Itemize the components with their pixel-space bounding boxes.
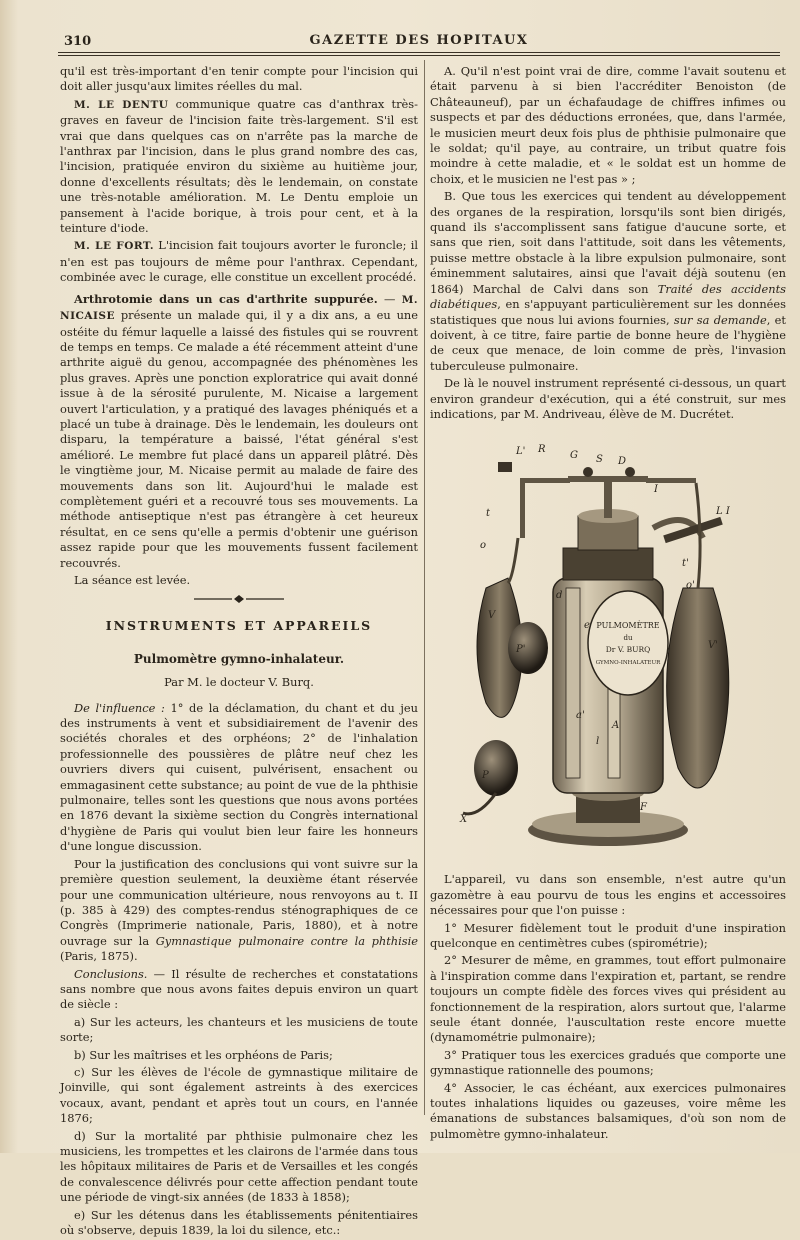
section-title: INSTRUMENTS ET APPAREILS bbox=[105, 618, 373, 634]
paragraph-text: B. Que tous les exercices qui tendent au développement des organes de la respiration, lorsqu'ils sont bien dirigés, quand ils s'accomplissent sans fatigue d'aucune sorte, et sans que rien, soit dans l'attitude, soit dans les vêtements, puisse mettre obstacle à la libre expulsion pulmonaire, sont éminemment salutaires, ainsi que l'avait déjà soutenu (en 1864) Marchal de Calvi dans son bbox=[430, 189, 786, 296]
paragraph-text: communique quatre cas d'anthrax très-graves en faveur de l'incision faite très-largement. S'il est vrai que dans quelques cas on n'arrête pas la marche de l'anthrax par l'incision, dans le plus grand nombre des cas, l'incision, pratiquée environ du sixième au huitième jour, donne d'excellents résultats; dès le lendemain, on constate une très-notable amélioration. M. Le Dentu emploie un pansement à l'acide borique, à trois pour cent, et à la teinture d'iode. bbox=[60, 96, 418, 236]
list-item: a) Sur les acteurs, les chanteurs et les musiciens de toute sorte; bbox=[60, 1014, 418, 1045]
dial-face bbox=[588, 591, 668, 695]
paragraph bbox=[60, 292, 418, 571]
label-L: L' bbox=[516, 446, 526, 458]
subheading: Arthrotomie dans un cas d'arthrite suppurée. bbox=[74, 291, 378, 306]
paragraph-text: (Paris, 1875). bbox=[60, 949, 138, 964]
label-F: F bbox=[640, 802, 647, 814]
label-a2: a' bbox=[576, 710, 585, 722]
label-A: A bbox=[612, 720, 620, 732]
label-D: D bbox=[618, 456, 627, 468]
speaker-name: M. LE DENTU bbox=[74, 98, 169, 111]
list-item: 2° Mesurer de même, en grammes, tout effort pulmonaire à l'inspiration comme dans l'expiration et, partant, se rendre toujours un compte fidèle des forces vives qui président au fonctionnement de la respiration, alors surtout que, l'alarme seule étant donnée, l'auscultation reste encore muette (dynamométrie pulmonaire); bbox=[430, 953, 786, 1045]
emphasis: sur sa demande bbox=[673, 312, 767, 327]
paragraph bbox=[60, 701, 418, 855]
paragraph bbox=[60, 238, 418, 285]
label-P: P bbox=[482, 770, 489, 782]
list-item: 1° Mesurer fidèlement tout le produit d'une inspiration quelconque en centimètres cubes (spirométrie); bbox=[430, 920, 786, 950]
header-rule bbox=[58, 52, 780, 53]
dial-label-du: du bbox=[623, 634, 633, 643]
paragraph: A. Qu'il n'est point vrai de dire, comme l'avait soutenu et était parvenu à si bien l'accréditer Benoiston (de Châteauneuf), par un échafaudage de chiffres infimes ou suspects et par des déductions erronées, que, dans l'armée, le musicien meurt deux fois plus de phthisie pulmonaire que le soldat; qu'il paye, au contraire, un tribut quatre fois moindre à cette maladie, et « le soldat est un homme de choix, et le musicien ne l'est pas » ; bbox=[430, 64, 786, 186]
paragraph-text: Pour la justification des conclusions qui vont suivre sur la première question seulement, la deuxième étant réservée pour une communication ultérieure, nous renvoyons au t. II (p. 385 à 429) des comptes-rendus sténographiques de ce Congrès (Imprimerie nationale, Paris, 1880), et à notre ouvrage sur la bbox=[60, 856, 418, 948]
list-item: e) Sur les détenus dans les établissements pénitentiaires où s'observe, depuis 1839, la loi du silence, etc.: bbox=[60, 1207, 418, 1238]
ornament-divider bbox=[60, 594, 418, 604]
label-l: l bbox=[596, 736, 600, 748]
label-V2: V' bbox=[708, 640, 718, 652]
bulb-upper bbox=[508, 622, 548, 674]
header-rule-thin bbox=[58, 55, 780, 56]
list-item: 4° Associer, le cas échéant, aux exercices pulmonaires toutes inhalations liquides ou gazeuses, voire même les émanations de substances balsamiques, d'où son nom de pulmomètre gymno-inhalateur. bbox=[430, 1080, 786, 1141]
column-divider bbox=[424, 60, 425, 1115]
label-V: V bbox=[488, 610, 496, 622]
dial-label-title: PULMOMÈTRE bbox=[596, 621, 660, 631]
paragraph bbox=[60, 967, 418, 1013]
paragraph: qu'il est très-important d'en tenir compte pour l'incision qui doit aller jusqu'aux limites réelles du mal. bbox=[60, 64, 418, 94]
page-number: 310 bbox=[64, 34, 92, 49]
lead-phrase: De l'influence : bbox=[74, 700, 165, 715]
pulmometer-illustration bbox=[458, 438, 758, 858]
label-G: G bbox=[570, 450, 578, 462]
paragraph: L'appareil, vu dans son ensemble, n'est autre qu'un gazomètre à eau pourvu de tous les engins et accessoires nécessaires pour que l'on puisse : bbox=[430, 872, 786, 918]
dial-label-sub: GYMNO-INHALATEUR bbox=[595, 660, 661, 667]
list-item: 3° Pratiquer tous les exercices gradués que comporte une gymnastique rationnelle des poumons; bbox=[430, 1047, 786, 1078]
paragraph: De là le nouvel instrument représenté ci-dessous, un quart environ grandeur d'exécution, qui a été construit, sur mes indications, par M. Andriveau, élève de M. Ducrétet. bbox=[430, 376, 786, 421]
list-item: b) Sur les maîtrises et les orphéons de Paris; bbox=[74, 1047, 333, 1062]
label-d: d bbox=[556, 590, 563, 602]
book-title: Traité des accidents diabétiques bbox=[430, 281, 786, 312]
list-item: c) Sur les élèves de l'école de gymnastique militaire de Joinville, qui sont également astreints à des exercices vocaux, avant, pendant et après tout un cours, en l'année 1876; bbox=[60, 1064, 418, 1126]
article-title: Pulmomètre gymno-inhalateur. bbox=[133, 651, 345, 666]
speaker-name: M. LE FORT. bbox=[74, 240, 155, 253]
right-column bbox=[430, 64, 786, 1144]
label-o2: o' bbox=[686, 580, 695, 592]
paragraph bbox=[60, 97, 418, 237]
lead-phrase: Conclusions. bbox=[74, 966, 148, 981]
paragraph-text: présente un malade qui, il y a dix ans, a eu une ostéite du fémur laquelle a laissé des fistules qui se rouvrent de temps en temps. Ce malade a été récemment atteint d'une arthrite aiguë du genou, accompagnée des phénomènes les plus graves. Après une ponction exploratrice qui avait donné issue à de la sérosité purulente, M. Nicaise a largement ouvert l'articulation, y a pratiqué des lavages phéniqués et a placé un tube à drainage. Dès le lendemain, les douleurs ont disparu, la température a baissé, l'état général s'est amélioré. Le membre fut placé dans un appareil plâtré. Dès le vingtième jour, M. Nicaise permit au malade de faire des mouvements dans son lit. Aujourd'hui le malade est complètement guéri et a recouvré tous ses mouvements. La méthode antiseptique n'est pas étrangère à cet heureux résultat, en ce sens qu'elle a permis d'obtenir une guérison assez rapide pour que les mouvements fussent facilement recouvrés. bbox=[60, 308, 418, 570]
paragraph-text: — Il résulte de recherches et constatations sans nombre que nous avons faites depuis environ un quart de siècle : bbox=[60, 966, 418, 1012]
left-column bbox=[60, 64, 418, 1240]
page-header bbox=[58, 30, 780, 54]
dash: — bbox=[377, 291, 402, 306]
label-e: e bbox=[584, 620, 590, 632]
list-item: d) Sur la mortalité par phthisie pulmonaire chez les musiciens, les trompettes et les clairons de l'armée dans tous les hôpitaux militaires de Paris et de Versailles et les congés de convalescence délivrés pour cette affection pendant toute une période de vingt-six années (de 1833 à 1858); bbox=[60, 1128, 418, 1205]
paragraph: La séance est levée. bbox=[74, 573, 191, 587]
label-X: X bbox=[460, 814, 468, 826]
journal-title: GAZETTE DES HOPITAUX bbox=[309, 33, 529, 48]
speaker-name: M. NICAISE bbox=[60, 293, 418, 323]
book-title: Gymnastique pulmonaire contre la phthisie bbox=[155, 933, 418, 948]
label-t: t bbox=[486, 508, 491, 520]
article-byline: Par M. le docteur V. Burq. bbox=[164, 675, 314, 690]
label-I: I bbox=[654, 484, 658, 496]
paragraph-text: 1° de la déclamation, du chant et du jeu des instruments à vent et subsidiairement de l'avenir des sociétés chorales et des orphéons; 2° de l'inhalation professionnelle des poussières de plâtre neuf chez les ouvriers divers qui cuisent, pulvérisent, ensachent ou emmagasinent cette substance; au point de vue de la phthisie pulmonaire, telles sont les questions que nous avons portées en 1876 devant la sixième section du Congrès international d'hygiène de Paris qui voulut bien leur faire les honneurs d'une longue discussion. bbox=[60, 700, 418, 854]
paragraph-text: , en s'appuyant particulièrement sur les données statistiques que nous lui avions fournies, bbox=[430, 297, 786, 327]
label-S: S bbox=[596, 454, 603, 466]
label-P2: P' bbox=[516, 644, 526, 656]
right-bag bbox=[667, 588, 729, 788]
dial-label-name: Dr V. BURQ bbox=[605, 645, 651, 655]
label-R: R bbox=[538, 444, 546, 456]
paragraph-text: , et doivent, à ce titre, faire partie de bonne heure de l'hygiène de ceux que menace, de loin comme de près, l'invasion tuberculeuse pulmonaire. bbox=[430, 312, 786, 373]
label-LI: L I bbox=[716, 506, 730, 518]
paragraph-text: L'incision fait toujours avorter le furoncle; il n'en est pas toujours de même pour l'anthrax. Cependant, combinée avec le curage, elle constitue un excellent procédé. bbox=[60, 238, 418, 285]
paragraph bbox=[430, 189, 786, 374]
label-t2: t' bbox=[682, 558, 689, 570]
label-o: o bbox=[480, 540, 487, 552]
paragraph bbox=[60, 857, 418, 965]
bulb-lower bbox=[474, 740, 518, 796]
